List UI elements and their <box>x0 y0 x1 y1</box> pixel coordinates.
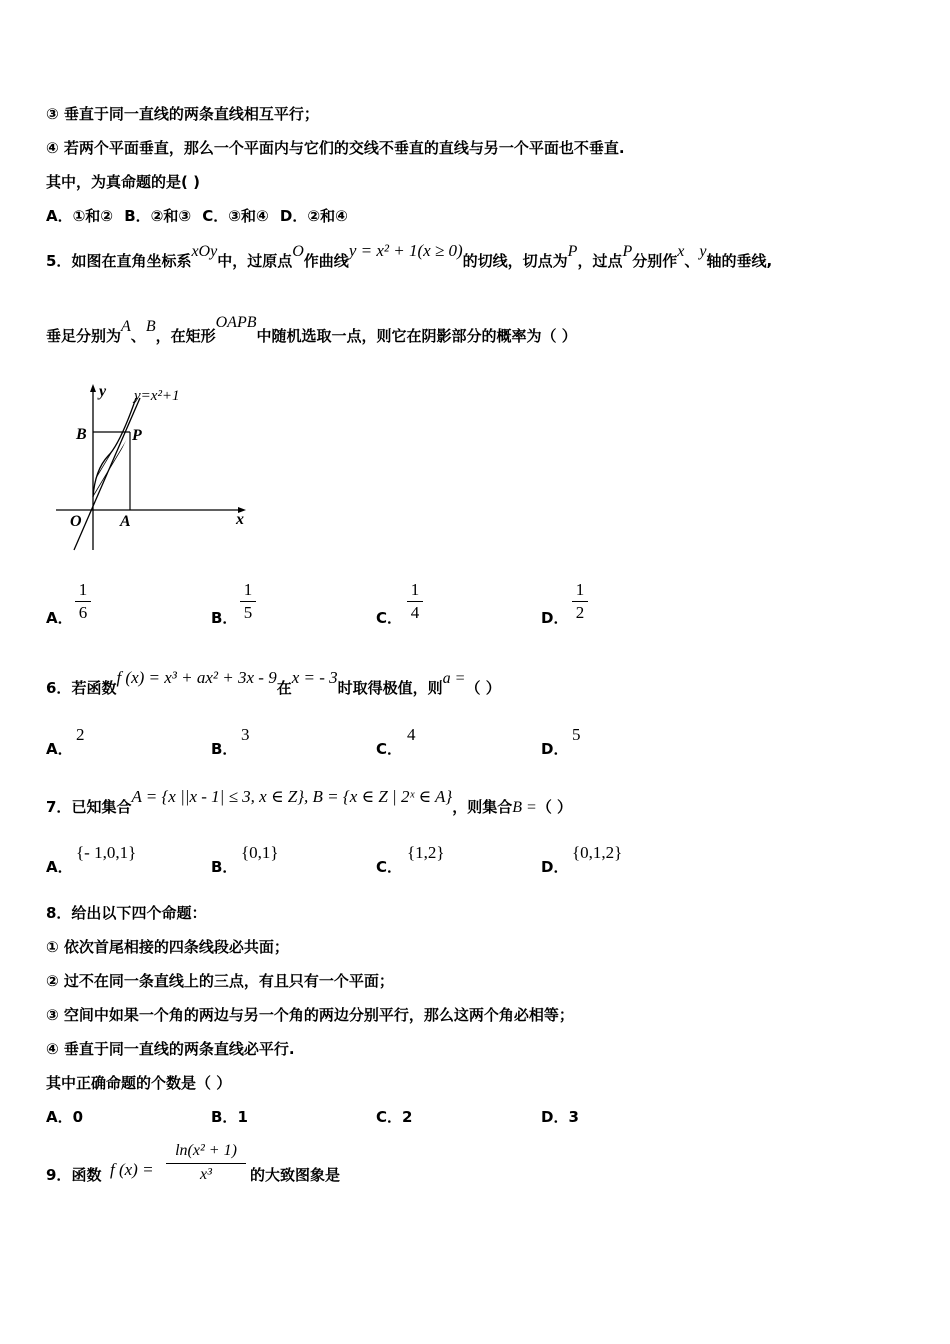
q5-text: 作曲线 <box>303 252 349 270</box>
answer-options: A．①和② B．②和③ C．③和④ D．②和④ <box>46 207 348 225</box>
q6-option-a[interactable]: A． <box>46 740 73 758</box>
math-curve: y = x² + 1(x ≥ 0) <box>348 241 463 260</box>
math-oapb: OAPB <box>215 314 257 331</box>
label-b: B <box>76 426 87 443</box>
q5-option-a-value: 1 6 <box>73 580 93 623</box>
math-a: A <box>121 318 131 335</box>
q5-text: ，过点 <box>577 252 623 270</box>
math-b: B = <box>512 799 537 816</box>
q8-title: 8．给出以下四个命题： <box>46 904 207 922</box>
q5-text: 的切线，切点为 <box>462 252 568 270</box>
label-a: A <box>120 513 131 530</box>
q7-option-d-value: {0,1,2} <box>572 843 623 862</box>
q5-line2 <box>46 314 577 346</box>
q7-option-b[interactable]: B． <box>211 858 238 876</box>
q5-text: 中随机选取一点，则它在阴影部分的概率为（ ） <box>256 327 577 345</box>
q9-line <box>46 1164 101 1185</box>
q7-option-a-value: {- 1,0,1} <box>76 843 137 862</box>
q7-text: 已知集合 <box>71 798 132 816</box>
math-b: B <box>145 318 156 335</box>
q6-option-c[interactable]: C． <box>376 740 403 758</box>
math-y: y <box>699 243 707 260</box>
proposition-3: ③ 垂直于同一直线的两条直线相互平行； <box>46 105 319 123</box>
q5-option-c[interactable]: C． <box>376 609 403 627</box>
proposition-4: ④ 若两个平面垂直，那么一个平面内与它们的交线不垂直的直线与另一个平面也不垂直. <box>46 139 625 157</box>
q6-text: 在 <box>276 679 292 697</box>
math-p: P <box>622 243 633 260</box>
q6-text: （ ） <box>465 679 501 697</box>
q5-figure <box>50 378 260 558</box>
fraction-numerator: ln(x² + 1) <box>175 1142 237 1159</box>
q7-option-d[interactable]: D． <box>541 858 569 876</box>
math-x: x <box>677 243 685 260</box>
q8-proposition-4: ④ 垂直于同一直线的两条直线必平行. <box>46 1040 295 1058</box>
math-xoy: xOy <box>191 243 218 260</box>
math-sets: A = {x ||x - 1| ≤ 3, x ∈ Z}, B = {x ∈ Z | 2ˣ ∈ A} <box>131 787 453 806</box>
q7-option-c[interactable]: C． <box>376 858 403 876</box>
q6-number: 6． <box>46 679 72 697</box>
q8-proposition-2: ② 过不在同一条直线上的三点，有且只有一个平面； <box>46 972 394 990</box>
math-function: f (x) = x³ + ax² + 3x - 9 <box>116 668 277 687</box>
math-condition: x = - 3 <box>291 668 338 687</box>
q8-option-b[interactable]: B．1 <box>211 1108 248 1126</box>
q5-option-d[interactable]: D． <box>541 609 569 627</box>
q6-text: 时取得极值，则 <box>337 679 443 697</box>
math-o: O <box>292 243 304 260</box>
label-x: x <box>236 511 244 528</box>
q8-prompt: 其中正确命题的个数是（ ） <box>46 1074 232 1092</box>
q5-option-c-value: 1 4 <box>405 580 425 623</box>
q7-text: ，则集合 <box>452 798 513 816</box>
q5-option-b[interactable]: B． <box>211 609 238 627</box>
q7-option-b-value: {0,1} <box>241 843 279 862</box>
q5-line1 <box>46 241 773 271</box>
q5-text: 分别作 <box>632 252 678 270</box>
q8-option-c[interactable]: C．2 <box>376 1108 413 1126</box>
y-axis-arrow <box>90 384 96 392</box>
q5-text: ，在矩形 <box>155 327 216 345</box>
q6-option-a-value: 2 <box>76 725 85 744</box>
q5-text: 垂足分别为 <box>46 327 122 345</box>
math-f: f (x) = <box>110 1160 154 1179</box>
q5-text: 、 <box>130 327 146 345</box>
q9-text: 的大致图象是 <box>250 1166 341 1184</box>
q6-option-b[interactable]: B． <box>211 740 238 758</box>
math-a: a = <box>442 670 466 687</box>
q6-option-d[interactable]: D． <box>541 740 569 758</box>
q8-proposition-3: ③ 空间中如果一个角的两边与另一个角的两边分别平行，那么这两个角必相等； <box>46 1006 574 1024</box>
q5-text: 如图在直角坐标系 <box>71 252 192 270</box>
math-fraction <box>166 1140 246 1185</box>
label-curve: y=x²+1 <box>134 388 180 404</box>
q5-number: 5． <box>46 252 72 270</box>
q7-option-c-value: {1,2} <box>407 843 445 862</box>
label-y: y <box>99 383 107 400</box>
q7-option-a[interactable]: A． <box>46 858 73 876</box>
fraction-denominator: x³ <box>200 1166 212 1183</box>
label-o: O <box>70 513 82 530</box>
q5-option-a[interactable]: A． <box>46 609 73 627</box>
q6-text: 若函数 <box>71 679 117 697</box>
q6-option-d-value: 5 <box>572 725 581 744</box>
q6-option-c-value: 4 <box>407 725 416 744</box>
q8-option-d[interactable]: D．3 <box>541 1108 579 1126</box>
q5-text: 轴的垂线, <box>706 252 773 270</box>
q7-text: （ ） <box>536 798 573 816</box>
question-prompt: 其中，为真命题的是( ) <box>46 173 200 191</box>
q7-line <box>46 787 573 817</box>
q8-proposition-1: ① 依次首尾相接的四条线段必共面； <box>46 938 289 956</box>
fraction-bar <box>166 1163 246 1164</box>
q6-option-b-value: 3 <box>241 725 250 744</box>
q5-option-b-value: 1 5 <box>238 580 258 623</box>
math-p: P <box>567 243 578 260</box>
q6-line <box>46 668 501 698</box>
q5-text: 中，过原点 <box>217 252 293 270</box>
q9-number: 9． <box>46 1166 72 1184</box>
q8-option-a[interactable]: A．0 <box>46 1108 84 1126</box>
q9-text: 函数 <box>71 1166 102 1184</box>
q5-text: 、 <box>684 252 700 270</box>
q5-option-d-value: 1 2 <box>570 580 590 623</box>
q7-number: 7． <box>46 798 72 816</box>
label-p: P <box>132 427 142 444</box>
